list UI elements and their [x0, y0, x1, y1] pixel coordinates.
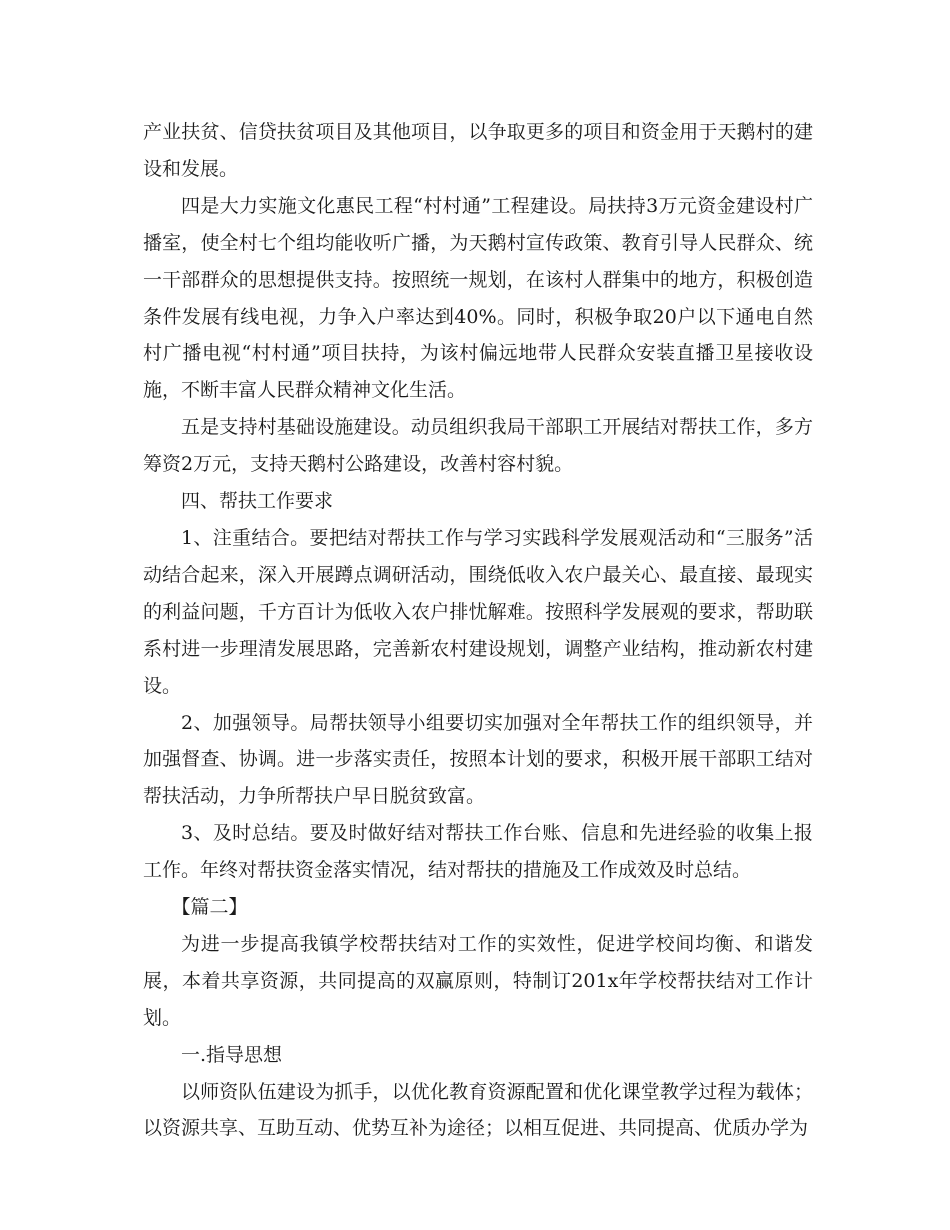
section-heading-part-two: 【篇二】 [171, 896, 248, 919]
paragraph-infrastructure: 五是支持村基础设施建设。动员组织我局干部职工开展结对帮扶工作，多方筹资2万元，支持天鹅村公路建设，改善村容村貌。 [143, 416, 813, 476]
paragraph-intro-part-two: 为进一步提高我镇学校帮扶结对工作的实效性，促进学校间均衡、和谐发展，本着共享资源，共同提高的双赢原则，特制订201x年学校帮扶结对工作计划。 [143, 932, 813, 1029]
paragraph-requirement-1: 1、注重结合。要把结对帮扶工作与学习实践科学发展观活动和“三服务”活动结合起来，深入开展蹲点调研活动，围绕低收入农户最关心、最直接、最现实的利益问题，千方百计为低收入农户排忧解难。按照科学发展观的要求，帮助联系村进一步理清发展思路，完善新农村建设规划，调整产业结构，推动新农村建设。 [143, 526, 813, 697]
paragraph-culture-project: 四是大力实施文化惠民工程“村村通”工程建设。局扶持3万元资金建设村广播室，使全村七个组均能收听广播，为天鹅村宣传政策、教育引导人民群众、统一干部群众的思想提供支持。按照统一规划，在该村人群集中的地方，积极创造条件发展有线电视，力争入户率达到40%。同时，积极争取20户以下通电自然村广播电视“村村通”项目扶持，为该村偏远地带人民群众安装直播卫星接收设施，不断丰富人民群众精神文化生活。 [143, 194, 813, 402]
paragraph-continuation: 产业扶贫、信贷扶贫项目及其他项目，以争取更多的项目和资金用于天鹅村的建设和发展。 [143, 121, 813, 180]
section-heading-requirements: 四、帮扶工作要求 [181, 490, 334, 513]
paragraph-requirement-3: 3、及时总结。要及时做好结对帮扶工作台账、信息和先进经验的收集上报工作。年终对帮扶资金落实情况，结对帮扶的措施及工作成效及时总结。 [143, 822, 813, 882]
paragraph-requirement-2: 2、加强领导。局帮扶领导小组要切实加强对全年帮扶工作的组织领导，并加强督查、协调。进一步落实责任，按照本计划的要求，积极开展干部职工结对帮扶活动，力争所帮扶户早日脱贫致富。 [143, 711, 813, 808]
paragraph-guiding-thought: 以师资队伍建设为抓手，以优化教育资源配置和优化课堂教学过程为载体；以资源共享、互助互动、优势互补为途径；以相互促进、共同提高、优质办学为 [143, 1080, 813, 1140]
section-heading-guiding-thought: 一.指导思想 [181, 1043, 283, 1066]
document-body [143, 114, 813, 1147]
